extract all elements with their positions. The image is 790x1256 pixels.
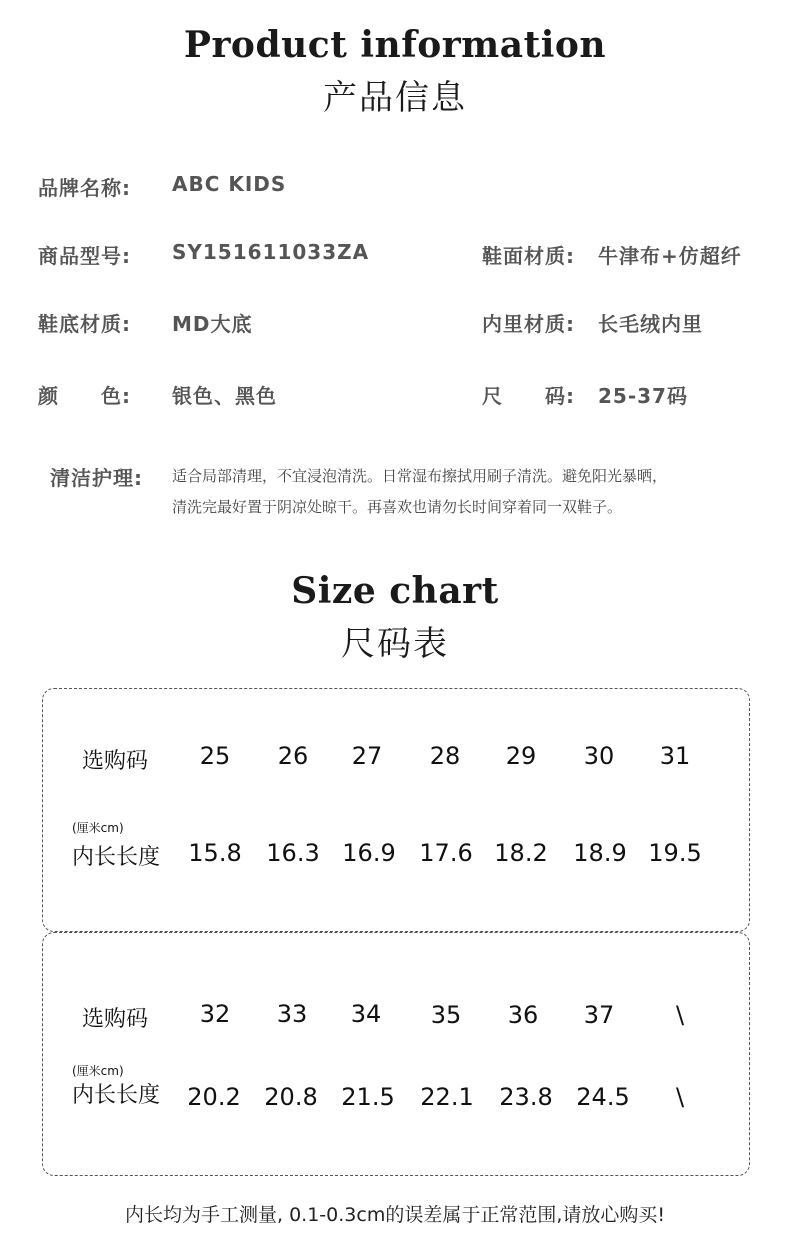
size-cell: 25 <box>199 742 231 770</box>
size-chart-title-cn: 尺码表 <box>341 624 449 664</box>
length-cell: 16.3 <box>266 839 320 867</box>
size-range-label: 尺 码: <box>482 384 575 408</box>
length-cell: 20.8 <box>264 1083 318 1111</box>
size-cell: 33 <box>276 1000 308 1028</box>
length-cell: 15.8 <box>188 839 242 867</box>
length-cell: 20.2 <box>187 1083 241 1111</box>
length-unit-label-1: (厘米cm) <box>72 821 124 835</box>
size-chart-title-en: Size chart <box>291 570 499 612</box>
size-cell: 36 <box>507 1001 539 1029</box>
length-cell: 24.5 <box>576 1083 630 1111</box>
measurement-note: 内长均为手工测量, 0.1-0.3cm的误差属于正常范围,请放心购买! <box>125 1204 665 1226</box>
size-row-label-2: 选购码 <box>82 1007 149 1032</box>
length-row-label-1: 内长长度 <box>72 845 161 870</box>
length-cell: 21.5 <box>341 1083 395 1111</box>
length-cell: 19.5 <box>648 839 702 867</box>
lining-material-label: 内里材质: <box>482 312 575 336</box>
size-row-label-1: 选购码 <box>82 749 149 774</box>
length-cell: 23.8 <box>499 1083 553 1111</box>
upper-material-value: 牛津布+仿超纤 <box>598 244 742 268</box>
sole-material-value: MD大底 <box>172 312 253 336</box>
size-cell: 35 <box>430 1001 462 1029</box>
size-range-value: 25-37码 <box>598 384 688 408</box>
length-cell: \ <box>675 1083 685 1111</box>
size-cell: 32 <box>199 1000 231 1028</box>
size-cell: 27 <box>351 742 383 770</box>
care-text-line-2: 清洗完最好置于阴凉处晾干。再喜欢也请勿长时间穿着同一双鞋子。 <box>172 498 623 516</box>
color-value: 银色、黑色 <box>172 384 277 408</box>
size-cell: 29 <box>505 742 537 770</box>
color-label: 颜 色: <box>38 384 131 408</box>
size-table-block-2 <box>42 932 750 1176</box>
size-cell: 30 <box>583 742 615 770</box>
size-cell: 26 <box>277 742 309 770</box>
care-label: 清洁护理: <box>50 466 143 490</box>
length-cell: 16.9 <box>342 839 396 867</box>
upper-material-label: 鞋面材质: <box>482 244 575 268</box>
model-label: 商品型号: <box>38 244 131 268</box>
brand-value: ABC KIDS <box>172 172 287 196</box>
length-unit-label-2: (厘米cm) <box>72 1064 124 1078</box>
size-cell: 28 <box>429 742 461 770</box>
size-cell: 31 <box>659 742 691 770</box>
product-info-title-cn: 产品信息 <box>323 78 467 118</box>
size-cell: 37 <box>583 1001 615 1029</box>
length-row-label-2: 内长长度 <box>72 1083 161 1108</box>
length-cell: 18.2 <box>494 839 548 867</box>
length-cell: 22.1 <box>420 1083 474 1111</box>
length-cell: 17.6 <box>419 839 473 867</box>
brand-label: 品牌名称: <box>38 176 131 200</box>
size-cell: \ <box>675 1001 685 1029</box>
product-info-title-en: Product information <box>183 24 607 66</box>
size-table-block-1 <box>42 688 750 932</box>
sole-material-label: 鞋底材质: <box>38 312 131 336</box>
lining-material-value: 长毛绒内里 <box>598 312 703 336</box>
care-text-line-1: 适合局部清理，不宜浸泡清洗。日常湿布擦拭用刷子清洗。避免阳光暴晒， <box>172 467 668 485</box>
size-cell: 34 <box>350 1000 382 1028</box>
model-value: SY151611033ZA <box>172 240 370 264</box>
length-cell: 18.9 <box>573 839 627 867</box>
